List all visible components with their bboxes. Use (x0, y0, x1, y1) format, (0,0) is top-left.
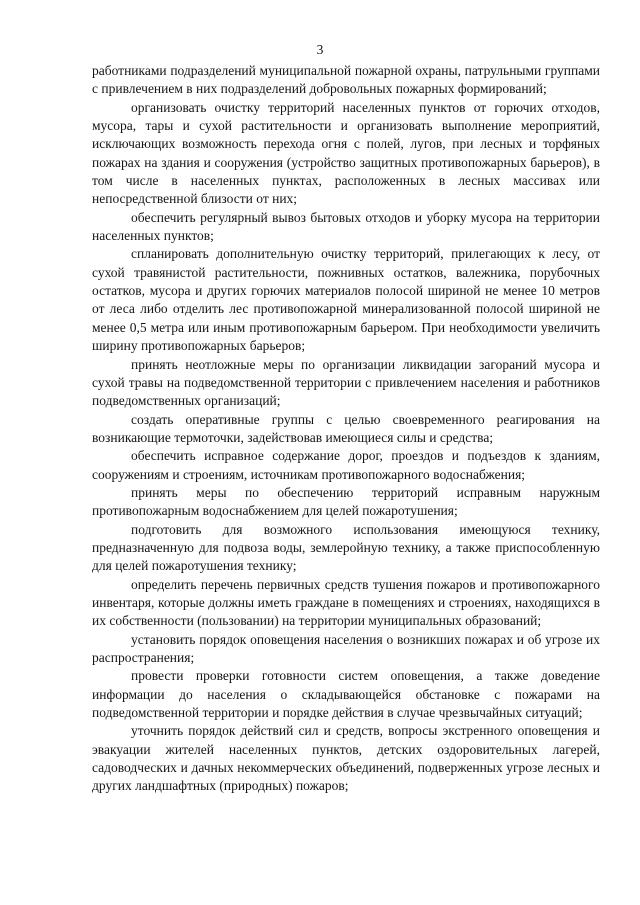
paragraph-primary-means: определить перечень первичных средств тушения пожаров и противопожарного инвентаря, которые должны иметь граждане в помещениях и строениях, находящихся в их собственности (пользовании) на территории муниципальных образований; (92, 576, 600, 629)
paragraph-road-maintenance: обеспечить исправное содержание дорог, проездов и подъездов к зданиям, сооружениям и строениям, источникам противопожарного водоснабжения; (92, 448, 600, 482)
document-body (92, 62, 600, 796)
page-number: 3 (316, 42, 324, 57)
paragraph-operational-groups: создать оперативные группы с целью своевременного реагирования на возникающие термоточки, задействовав имеющиеся силы и средства; (92, 411, 600, 445)
paragraph-forest-clearing: спланировать дополнительную очистку территорий, прилегающих к лесу, от сухой травянистой растительности, пожнивных остатков, валежника, порубочных остатков, мусора и других горючих материалов полосой шириной не менее 10 метров от леса либо отделить лес противопожарной минерализованной полосой шириной не менее 0,5 метра или иным противопожарным барьером. При необходимости увеличить ширину противопожарных барьеров; (92, 246, 600, 354)
paragraph-notification-checks: провести проверки готовности систем оповещения, а также доведение информации до населения о складывающейся обстановке с пожарами на подведомственной территории и порядке действия в случае чрезвычайных ситуаций; (92, 668, 600, 721)
paragraph-evacuation: уточнить порядок действий сил и средств, вопросы экстренного оповещения и эвакуации жителей населенных пунктов, детских оздоровительных лагерей, садоводческих и дачных некоммерческих объединений, подверженных угрозе лесных и других ландшафтных (природных) пожаров; (92, 723, 600, 794)
paragraph-equipment: подготовить для возможного использования имеющуюся технику, предназначенную для подвоза воды, землеройную технику, а также приспособленную для целей пожаротушения технику; (92, 521, 600, 574)
paragraph-water-supply: принять меры по обеспечению территорий исправным наружным противопожарным водоснабжением для целей пожаротушения; (92, 484, 600, 519)
paragraph-continuation: работниками подразделений муниципальной пожарной охраны, патрульными группами с привлечением в них подразделений добровольных пожарных формирований; (92, 63, 600, 97)
paragraph-waste-removal: обеспечить регулярный вывоз бытовых отходов и уборку мусора на территории населенных пунктов; (92, 209, 600, 244)
paragraph-territory-cleanup: организовать очистку территорий населенных пунктов от горючих отходов, мусора, тары и сухой растительности и организовать выполнение мероприятий, исключающих возможность перехода огня с полей, лугов, при лесных и торфяных пожарах на здания и сооружения (устройство защитных противопожарных барьеров), в том числе в населенных пунктах, расположенных в лесных массивах или непосредственной близости от них; (92, 99, 600, 207)
paragraph-fire-liquidation: принять неотложные меры по организации ликвидации загораний мусора и сухой травы на подведомственной территории с привлечением населения и работников подведомственных организаций; (92, 356, 600, 409)
paragraph-notification-order: установить порядок оповещения населения о возникших пожарах и об угрозе их распространения; (92, 631, 600, 665)
